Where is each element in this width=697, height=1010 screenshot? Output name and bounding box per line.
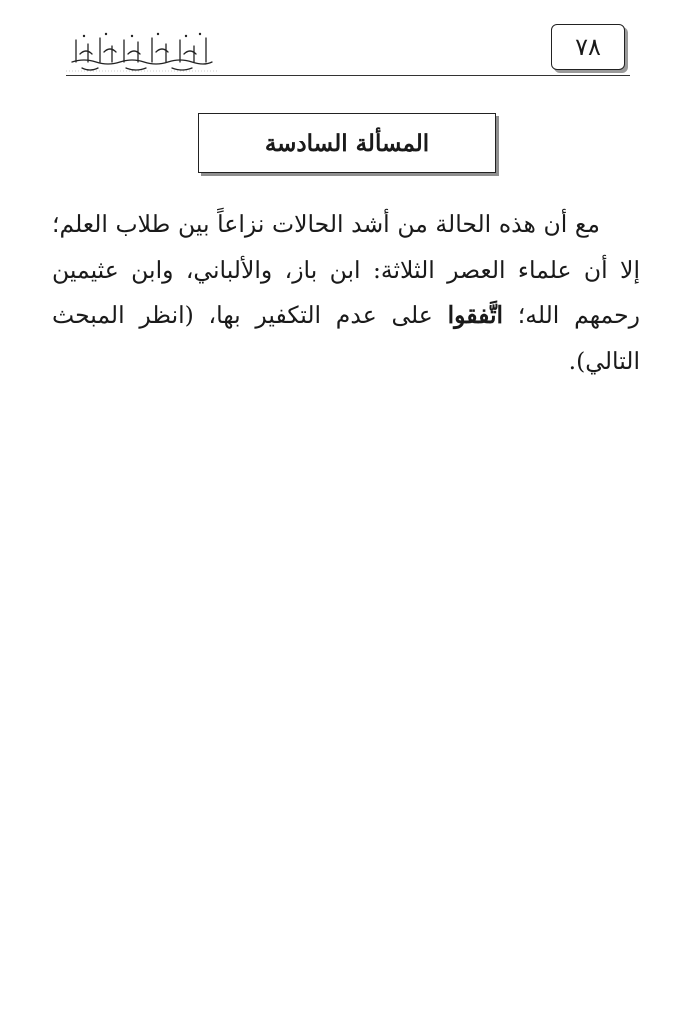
body-paragraph bbox=[52, 202, 640, 384]
page-number: ٧٨ bbox=[575, 33, 601, 61]
book-title-logo bbox=[66, 28, 218, 72]
section-heading-box bbox=[198, 113, 496, 173]
page-number-box bbox=[551, 24, 625, 70]
paragraph-text-part2: على عدم التكفير بها، (انظر المبحث التالي). bbox=[52, 301, 640, 375]
paragraph-emphasis: اتَّفقوا bbox=[447, 301, 504, 329]
header-divider bbox=[66, 75, 630, 76]
section-title: المسألة السادسة bbox=[264, 129, 430, 157]
paragraph-text-part1: مع أن هذه الحالة من أشد الحالات نزاعاً بين طلاب العلم؛ إلا أن علماء العصر الثلاثة: ابن باز، والألباني، وابن عثيمين رحمهم الله؛ bbox=[52, 210, 640, 329]
